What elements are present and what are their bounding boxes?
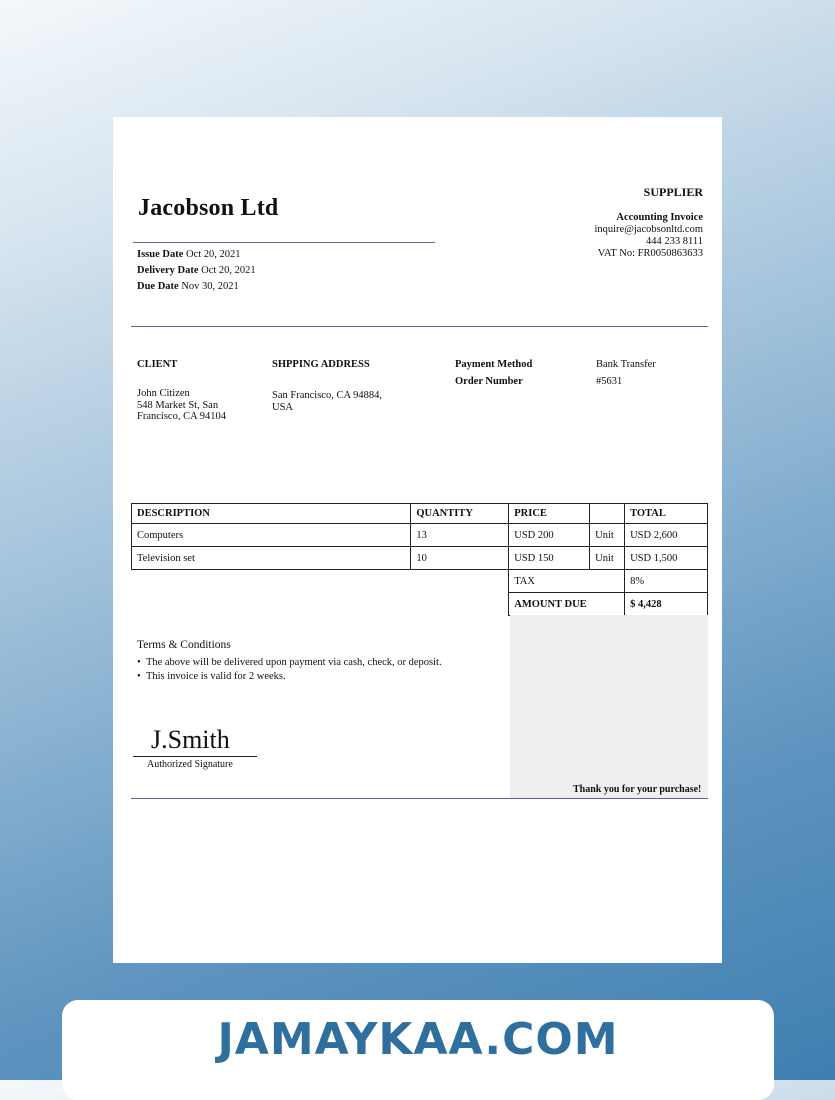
items-table — [131, 503, 708, 616]
terms-item-text: This invoice is valid for 2 weeks. — [145, 671, 286, 682]
list-item: • This invoice is valid for 2 weeks. — [137, 671, 286, 682]
issue-date — [137, 247, 256, 263]
table-row — [132, 547, 708, 570]
due-date — [137, 279, 256, 295]
order-number-label: Order Number — [455, 376, 523, 387]
amount-due-value: $ 4,428 — [625, 593, 708, 616]
row-unit: Unit — [590, 524, 625, 547]
shipping-address — [272, 390, 382, 413]
supplier-phone: 444 233 8111 — [646, 236, 703, 247]
shipping-address-line2: USA — [272, 401, 294, 413]
shipping-address-line1: San Francisco, CA 94884, — [272, 390, 382, 401]
row-quantity: 13 — [411, 524, 509, 547]
terms-item-text: The above will be delivered upon payment via cash, check, or deposit. — [145, 657, 442, 668]
client-name: John Citizen — [137, 388, 190, 399]
totals-panel — [510, 615, 708, 798]
supplier-email: inquire@jacobsonltd.com — [594, 224, 703, 235]
list-item: • The above will be delivered upon payment via cash, check, or deposit. — [137, 657, 442, 668]
company-name: Jacobson Ltd — [138, 195, 279, 221]
amount-due-row — [132, 593, 708, 616]
supplier-details — [594, 212, 703, 260]
tax-value: 8% — [625, 570, 708, 593]
supplier-title: Accounting Invoice — [616, 212, 703, 223]
footer-rule — [131, 798, 708, 799]
tax-label: TAX — [509, 570, 625, 593]
client-address — [137, 388, 226, 423]
tax-row — [132, 570, 708, 593]
supplier-label: SUPPLIER — [643, 185, 703, 199]
delivery-date — [137, 263, 256, 279]
due-date-label: Due Date — [137, 281, 179, 292]
price-header: PRICE — [509, 504, 590, 524]
issue-date-label: Issue Date — [137, 249, 184, 260]
client-address-line2: Francisco, CA 94104 — [137, 411, 226, 422]
header-rule — [133, 242, 435, 243]
thank-you-note: Thank you for your purchase! — [573, 784, 702, 795]
signature-label: Authorized Signature — [147, 759, 233, 770]
terms-list — [137, 656, 442, 684]
amount-due-label: AMOUNT DUE — [509, 593, 625, 616]
dates-block — [137, 247, 256, 295]
client-heading: CLIENT — [137, 359, 178, 370]
row-total: USD 1,500 — [625, 547, 708, 570]
delivery-date-value: Oct 20, 2021 — [201, 265, 256, 276]
table-row — [132, 524, 708, 547]
row-quantity: 10 — [411, 547, 509, 570]
due-date-value: Nov 30, 2021 — [181, 281, 239, 292]
unit-header — [590, 504, 625, 524]
row-total: USD 2,600 — [625, 524, 708, 547]
shipping-heading: SHPPING ADDRESS — [272, 359, 370, 370]
row-description: Computers — [132, 524, 411, 547]
row-unit: Unit — [590, 547, 625, 570]
payment-method-value: Bank Transfer — [596, 359, 656, 370]
table-header-row — [132, 504, 708, 524]
delivery-date-label: Delivery Date — [137, 265, 199, 276]
terms-heading: Terms & Conditions — [137, 639, 231, 651]
total-header: TOTAL — [625, 504, 708, 524]
issue-date-value: Oct 20, 2021 — [186, 249, 241, 260]
row-description: Television set — [132, 547, 411, 570]
quantity-header: QUANTITY — [411, 504, 509, 524]
invoice-page — [113, 117, 722, 963]
client-address-line1: 548 Market St, San — [137, 399, 219, 411]
description-header: DESCRIPTION — [132, 504, 411, 524]
signature: J.Smith — [151, 725, 230, 754]
signature-line — [133, 756, 257, 757]
row-price: USD 150 — [509, 547, 590, 570]
brand-name: JAMAYKAA.COM — [217, 1014, 619, 1065]
brand-banner — [62, 1000, 774, 1100]
supplier-vat: VAT No: FR0050863633 — [597, 248, 703, 259]
row-price: USD 200 — [509, 524, 590, 547]
payment-method-label: Payment Method — [455, 359, 533, 370]
section-rule — [131, 326, 708, 327]
order-number-value: #5631 — [596, 376, 623, 387]
